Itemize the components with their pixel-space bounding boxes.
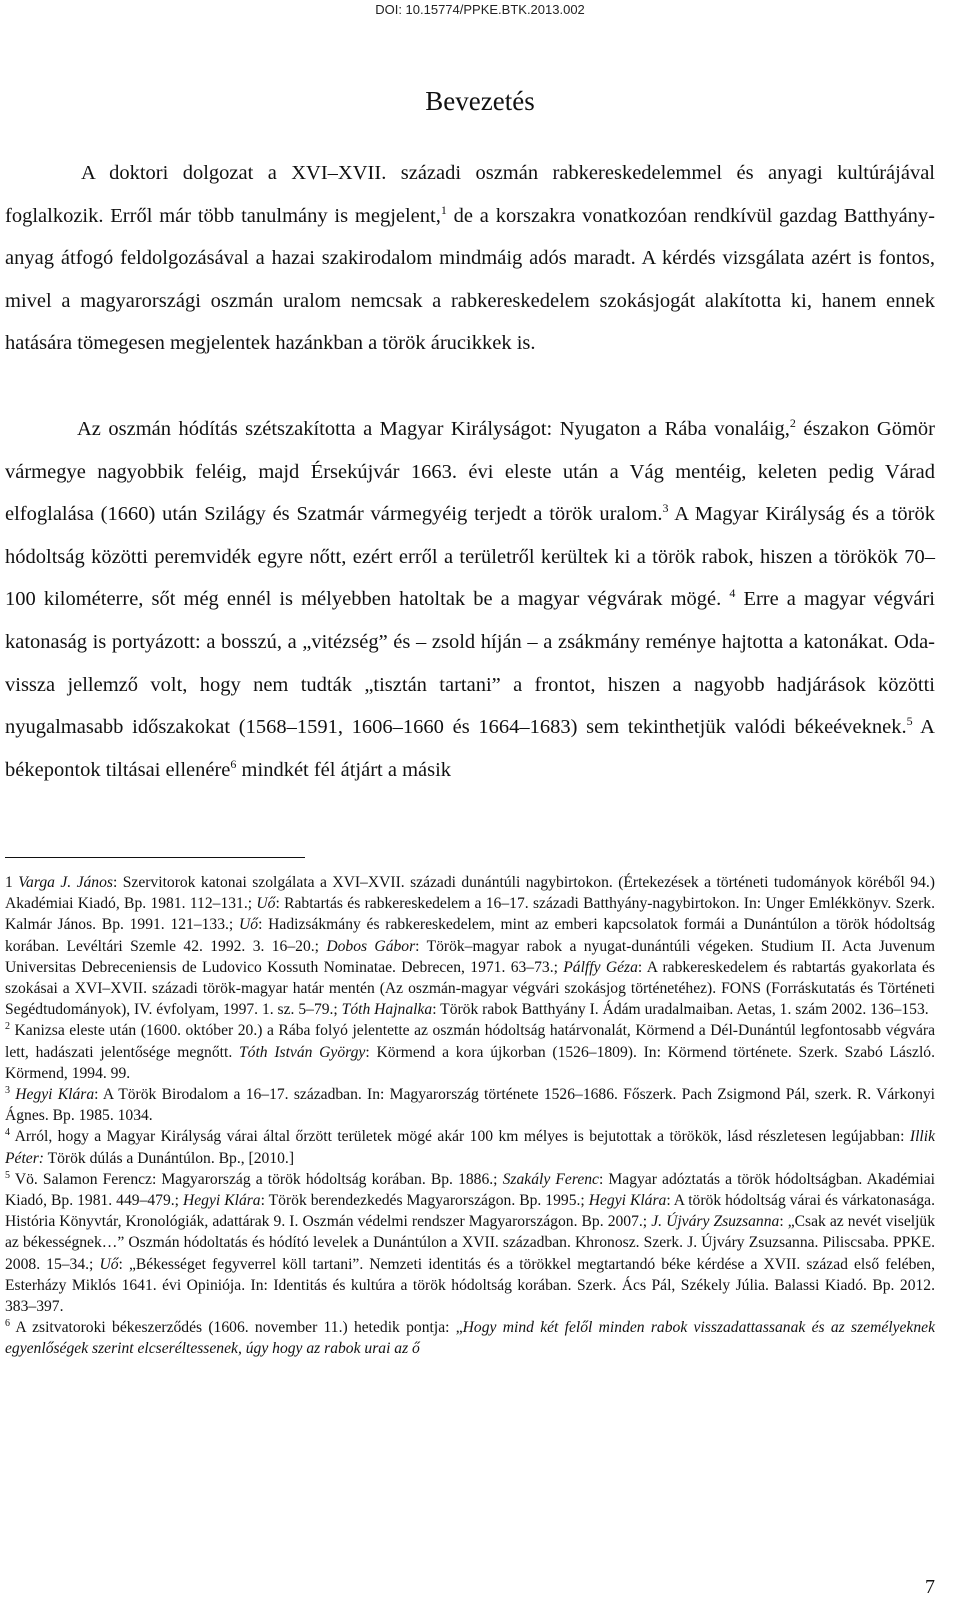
page-number: 7 bbox=[925, 1576, 935, 1598]
footnote: $^4$ Arról, hogy a Magyar Királyság várai által őrzött területek mögé akár 100 km mélyes is bejutottak a törökök, lásd részletesen legújabban: Illik Péter: Török dúlás a Dunántúlon. Bp., [2010.] bbox=[5, 1127, 935, 1167]
footnote: $^6$ A zsitvatoroki békeszerződés (1606. november 11.) hetedik pontja: „Hogy mind két felől minden rabok visszadattassanak és az személyeknek egyenlőségek szerint elcseréltessenek, úgy hogy az rabok urai az ő bbox=[5, 1318, 935, 1358]
footnote-marker: 6 bbox=[230, 756, 237, 771]
footnote-marker: 5 bbox=[906, 714, 913, 729]
italic-name: Uő bbox=[99, 1255, 119, 1273]
italic-name: Tóth Hajnalka bbox=[341, 1001, 433, 1019]
paragraph: Az oszmán hódítás szétszakította a Magyar Királyságot: Nyugaton a Rába vonaláig,$^2$ északon Gömör vármegye nagyobbik feléig, majd Érsekújvár 1663. évi eleste után a Vág mentéig, keleten pedig Várad elfoglalása (1660) után Szilágy és Szatmár vármegyéig terjedt a török uralom.$^3$ A Magyar Királyság és a török hódoltság közötti peremvidék egyre nőtt, ezért erről a területről kerültek ki a török rabok, hiszen a törökök 70–100 kilométerre, sőt még ennél is mélyebben hatoltak be a magyar végvárak mögé. $^4$ Erre a magyar végvári katonaság is portyázott: a bosszú, a „vitézség” és – zsold híján – a zsákmány reménye hajtotta a katonákat. Oda-vissza jellemző volt, hogy nem tudták „tisztán tartani” a frontot, hiszen a nagyobb hadjárások közötti nyugalmasabb időszakokat (1568–1591, 1606–1660 és 1664–1683) sem tekinthetjük valódi békeéveknek.$^5$ A békepontok tiltásai ellenére$^6$ mindkét fél átjárt a másik bbox=[5, 416, 935, 781]
footnote-marker: 6 bbox=[5, 1318, 10, 1330]
footnote-marker: 2 bbox=[5, 1021, 10, 1033]
italic-name: Hegyi Klára bbox=[588, 1192, 667, 1210]
footnote-marker: 2 bbox=[789, 416, 796, 430]
footnote: $^3$ Hegyi Klára: A Török Birodalom a 16–17. században. In: Magyarország története 1526–1686. Főszerk. Pach Zsigmond Pál, szerk. R. Várkonyi Ágnes. Bp. 1985. 1034. bbox=[5, 1085, 936, 1125]
italic-name: Pálffy Géza bbox=[563, 958, 638, 976]
footnote: 1 Varga J. János: Szervitorok katonai szolgálata a XVI–XVII. századi dunántúli nagybirtokon. (Értekezések a történeti tudományok köréből 94.) Akadémiai Kiadó, Bp. 1981. 112–131.; Uő: Rabtartás és rabkereskedelem a 16–17. századi Batthyány-nagybirtokon. In: Unger Emlékkönyv. Szerk. Kalmár János. Bp. 1991. 121–133.; Uő: Hadizsákmány és rabkereskedelem, mint az emberi kapcsolatok formái a Dunántúlon a török hódoltság korában. Levéltári Szemle 42. 1992. 3. 16–20.; Dobos Gábor: Török–magyar rabok a nyugat-dunántúli végeken. Studium II. Acta Juvenum Universitas Debreceniensis de Ludovico Kossuth Nominatae. Debrecen, 1971. 63–73.; Pálffy Géza: A rabkereskedelem és rabtartás gyakorlata és szokásai a XVI–XVII. századi török-magyar határ mentén (Az oszmán-magyar végvári szokásjog történetéhez). FONS (Forráskutatás és Történeti Segédtudományok), IV. évfolyam, 1997. 1. sz. 5–79.; Tóth Hajnalka: Török rabok Batthyány I. Ádám uradalmaiban. Aetas, 1. szám 2002. 136–153. bbox=[5, 874, 935, 1019]
italic-name: Szakály Ferenc bbox=[502, 1170, 599, 1188]
italic-name: Dobos Gábor bbox=[326, 937, 416, 955]
footnote-separator bbox=[5, 857, 305, 858]
italic-name: Hegyi Klára bbox=[182, 1192, 261, 1210]
footnote: $^5$ Vö. Salamon Ferencz: Magyarország a török hódoltság korában. Bp. 1886.; Szakály Ferenc: Magyar adóztatás a török hódoltságban. Akadémiai Kiadó, Bp. 1981. 449–479.; Hegyi Klára: Török berendezkedés Magyarországon. Bp. 1995.; Hegyi Klára: A török hódoltság várai és várkatonasága. História Könyvtár, Kronológiák, adattárak 9. I. Oszmán védelmi rendszer Magyarországon. Bp. 2007.; J. Újváry Zsuzsanna: „Csak az nevét viseljük az békességnek…” Oszmán hódoltatás és hódító levelek a Dunántúlon a XVII. században. Khronosz. Szerk. J. Újváry Zsuzsanna. Piliscsaba. PPKE. 2008. 15–34.; Uő: „Békességet fegyverrel köll tartani”. Nemzeti identitás és a törökkel megtartandó béke kérdése a XVII. század első felében, Esterházy Miklós 1641. évi Opiniója. In: Identitás és kultúra a török hódoltság korában. Szerk. Ács Pál, Székely Júlia. Balassi Kiadó. Bp. 2012. 383–397. bbox=[5, 1169, 936, 1316]
italic-name: Tóth István György bbox=[238, 1043, 366, 1061]
footnote-marker: 5 bbox=[5, 1169, 10, 1181]
italic-name: Uő bbox=[256, 895, 276, 913]
footnote-marker: 3 bbox=[5, 1085, 10, 1097]
italic-name: Varga J. János bbox=[18, 874, 113, 891]
italic-name: Hegyi Klára bbox=[15, 1086, 95, 1104]
italic-name: J. Újváry Zsuzsanna bbox=[651, 1213, 780, 1231]
paragraph: A doktori dolgozat a XVI–XVII. századi oszmán rabkereskedelemmel és anyagi kultúrájával foglalkozik. Erről már több tanulmány is megjelent,$^1$ de a korszakra vonatkozóan rendkívül gazdag Batthyány-anyag átfogó feldolgozásával a hazai szakirodalom mindmáig adós maradt. A kérdés vizsgálata azért is fontos, mivel a magyarországi oszmán uralom nemcsak a rabkereskedelem szokásjogát alakította ki, hanem ennek hatására tömegesen megjelentek hazánkban a török árucikkek is. bbox=[5, 162, 935, 355]
italic-name: Illik Péter: bbox=[5, 1128, 935, 1167]
italic-name: Uő bbox=[239, 916, 259, 934]
doi-header: DOI: 10.15774/PPKE.BTK.2013.002 bbox=[375, 2, 585, 17]
footnotes bbox=[5, 872, 935, 1360]
footnote-marker: 3 bbox=[662, 501, 669, 516]
page-title: Bevezetés bbox=[425, 86, 535, 116]
italic-name: Hogy mind két felől minden rabok visszadattassanak és az személyeknek egyenlőségek szerint elcseréltessenek, úgy hogy az rabok urai az ő bbox=[5, 1319, 935, 1358]
footnote-marker: 1 bbox=[440, 202, 447, 217]
footnote-marker: 4 bbox=[729, 586, 736, 601]
footnote-marker: 4 bbox=[5, 1127, 10, 1139]
footnote: $^2$ Kanizsa eleste után (1600. október 20.) a Rába folyó jelentette az oszmán hódoltság határvonalát, Körmend a Dél-Dunántúl legfontosabb végvára lett, hadászati jelentősége megnőtt. Tóth István György: Körmend a kora újkorban (1526–1809). In: Körmend története. Szerk. Szabó László. Körmend, 1994. 99. bbox=[5, 1021, 935, 1082]
